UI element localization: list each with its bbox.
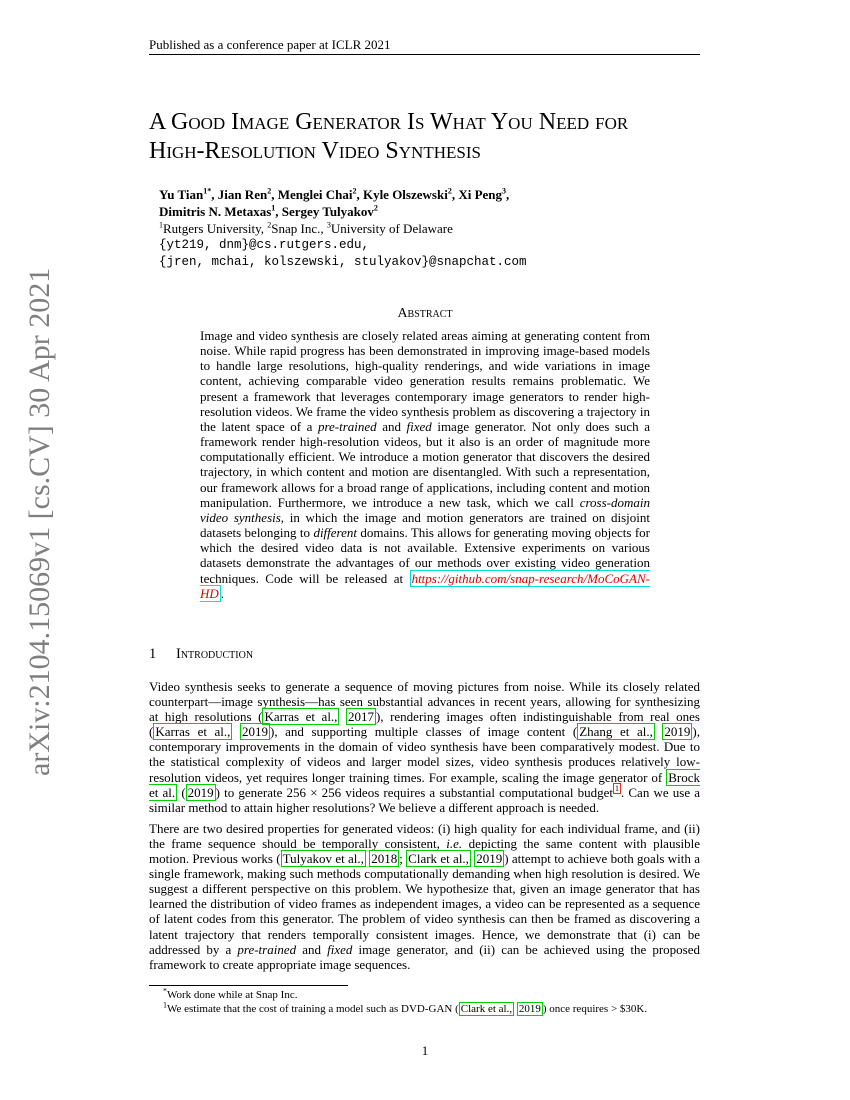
citation-link[interactable]: 2019 — [664, 724, 691, 740]
email-line-1: {yt219, dnm}@cs.rutgers.edu, — [159, 238, 370, 252]
venue-header: Published as a conference paper at ICLR 2021 — [149, 37, 391, 52]
text-span: ), contemporary improvements in the domain of video synthesis have been comparatively modest. Due to the statistical complexity of videos and larger model sizes, video synthesis produces relatively low-resolution videos, yet requires longer training times. For example, scaling the image generator of — [149, 724, 701, 785]
emphasis: i.e. — [446, 835, 463, 851]
introduction-body — [149, 679, 700, 978]
title-line-2: High-Resolution Video Synthesis — [149, 138, 481, 164]
citation-link[interactable]: Clark et al., — [460, 1003, 513, 1015]
affiliation: Snap Inc., — [271, 221, 327, 236]
footnote-text: We estimate that the cost of training a model such as DVD-GAN ( — [167, 1003, 459, 1015]
abstract-emphasis: different — [313, 525, 358, 541]
citation-link[interactable]: 2018 — [371, 851, 398, 867]
citation-link[interactable]: 2019 — [476, 851, 503, 867]
author-line-1: Yu Tian$^{1*}$, Jian Ren$^2$, Menglei Chai$^2$, Kyle Olszewski$^2$, Xi Peng$^3$, — [159, 186, 510, 202]
section-title: Introduction — [176, 646, 254, 662]
author-name: Kyle Olszewski — [362, 187, 448, 202]
title-line-1: A Good Image Generator Is What You Need for — [149, 109, 629, 135]
text-span: ), and supporting multiple classes of image content ( — [270, 724, 578, 740]
abstract-span: Image and video synthesis are closely related areas aiming at generating content from noise. While rapid progress has been demonstrated in improving image-based models to handle large resolutions, high-quality renderings, and wide variations in image content, achieving comparable video generation results remains problematic. We present a framework that leverages contemporary image generators to render high-resolution videos. We frame the video synthesis problem as discovering a trajectory in the latent space of a — [200, 328, 650, 434]
section-number: 1 — [149, 646, 157, 662]
page-number: 1 — [421, 1043, 429, 1058]
abstract-emphasis: pre-trained — [317, 418, 377, 434]
affiliation: University of Delaware — [330, 221, 453, 236]
abstract-emphasis: fixed — [406, 418, 432, 434]
arxiv-stamp: arXiv:2104.15069v1 [cs.CV] 30 Apr 2021 — [23, 267, 56, 776]
paper-title — [149, 108, 628, 166]
footnote-1 — [149, 988, 700, 1002]
citation-link[interactable]: Zhang et al., — [579, 724, 653, 740]
author-sup: 2 — [267, 186, 272, 196]
author-sup: 1 — [271, 203, 276, 213]
emphasis: pre-trained — [237, 941, 297, 957]
author-line-2: Dimitris N. Metaxas$^1$, Sergey Tulyakov$^2$ — [159, 203, 378, 219]
text-span: and — [296, 941, 328, 957]
text-span: ; — [399, 851, 407, 867]
affil-sup: 2 — [267, 220, 272, 230]
text-span: There are two desired properties for generated videos: (i) high quality for each individual frame, and (ii) the frame sequence should be temporally consistent, — [149, 820, 700, 851]
abstract-span: , in which the image and motion generators are trained on disjoint datasets belonging to — [200, 509, 650, 541]
abstract-emphasis: cross-domain video synthesis — [200, 494, 650, 525]
citation-link[interactable]: Brock et al. — [149, 769, 700, 800]
header-rule — [149, 54, 700, 55]
code-url-link[interactable]: https://github.com/snap-research/MoCoGAN-HD — [200, 570, 650, 601]
author-name: Sergey Tulyakov — [281, 204, 374, 219]
emphasis: fixed — [327, 941, 353, 957]
paragraph — [149, 679, 700, 815]
text-span: image generator, and (ii) can be achieved using the proposed framework to create appropriate image sequences. — [149, 941, 700, 972]
affiliation: Rutgers University, — [163, 221, 268, 236]
section-heading — [149, 646, 253, 663]
text-span: ), rendering images often indistinguishable from real ones ( — [149, 709, 700, 740]
abstract-span: and — [376, 418, 407, 434]
footnote-2 — [149, 1002, 700, 1016]
text-span: ) attempt to achieve both goals with a single framework, making such methods computationally demanding when high resolution is desired. We suggest a different perspective on this problem. We hypothesize that, given an image generator that has learned the distribution of video frames as independent images, a video can be represented as a sequence of latent codes from this generator. The problem of video synthesis can then be framed as discovering a latent trajectory that renders temporally consistent images. Hence, we demonstrate that (i) can be addressed by a — [149, 851, 700, 957]
footnote-mark: 1 — [163, 1000, 167, 1010]
abstract-text — [200, 328, 650, 601]
citation-link[interactable]: 2017 — [347, 709, 374, 725]
text-span: . Can we use a similar method to attain higher resolutions? We believe a different approach is needed. — [149, 784, 701, 815]
footnote-text: Work done while at Snap Inc. — [167, 989, 298, 1001]
citation-link[interactable]: 2019 — [187, 784, 214, 800]
author-name: Yu Tian — [159, 187, 204, 202]
citation-link[interactable]: 2019 — [242, 724, 268, 740]
author-block — [159, 186, 527, 271]
author-sup: 1* — [203, 186, 212, 196]
author-sup: 2 — [373, 203, 378, 213]
abstract-span: domains. This allows for generating moving objects for which the desired video data is not available. Extensive experiments on various datasets demonstrate the advantages of our methods over existing video generation techniques. Code will be released at — [200, 525, 650, 586]
author-name: Xi Peng — [458, 187, 503, 202]
affil-sup: 3 — [326, 220, 331, 230]
text-span: ( — [177, 784, 186, 800]
footnote-text: ) once requires > $30K. — [542, 1003, 648, 1015]
author-name: Dimitris N. Metaxas — [159, 204, 272, 219]
paragraph — [149, 821, 700, 972]
text-span: ) to generate 256 × 256 videos requires a substantial computational budget — [215, 784, 613, 800]
abstract-heading: Abstract — [397, 306, 453, 321]
footnote-mark: * — [163, 986, 167, 996]
abstract-span: . — [220, 585, 225, 601]
author-sup: 2 — [352, 186, 357, 196]
author-sup: 3 — [502, 186, 507, 196]
text-span: Video synthesis seeks to generate a sequence of moving pictures from noise. While its closely related counterpart—image synthesis—has seen substantial advances in recent years, allowing for synthesizing at high resolutions ( — [149, 679, 700, 725]
text-span: depicting the same content with plausible motion. Previous works ( — [149, 835, 700, 867]
affil-sup: 1 — [159, 220, 163, 230]
affiliations — [159, 220, 527, 237]
citation-link[interactable]: Clark et al., — [408, 851, 469, 867]
author-name: Jian Ren — [217, 187, 268, 202]
citation-link[interactable]: Karras et al., — [155, 724, 231, 740]
footnote-ref-link[interactable]: 1 — [614, 784, 619, 794]
footnotes — [149, 988, 700, 1016]
citation-link[interactable]: 2019 — [518, 1003, 541, 1015]
citation-link[interactable]: Tulyakov et al., — [282, 851, 364, 867]
abstract-span: image generator. Not only does such a framework render high-resolution videos, but it also is an order of magnitude more computationally efficient. We introduce a motion generator that discovers the desired trajectory, in which content and motion are disentangled. With such a representation, our framework allows for a broad range of applications, including content and motion manipulation. Furthermore, we introduce a new task, which we call — [200, 418, 650, 510]
email-line-2: {jren, mchai, kolszewski, stulyakov}@snapchat.com — [159, 255, 527, 269]
footnote-rule — [149, 985, 348, 986]
author-name: Menglei Chai — [277, 187, 353, 202]
author-sup: 2 — [447, 186, 452, 196]
citation-link[interactable]: Karras et al., — [264, 709, 338, 725]
